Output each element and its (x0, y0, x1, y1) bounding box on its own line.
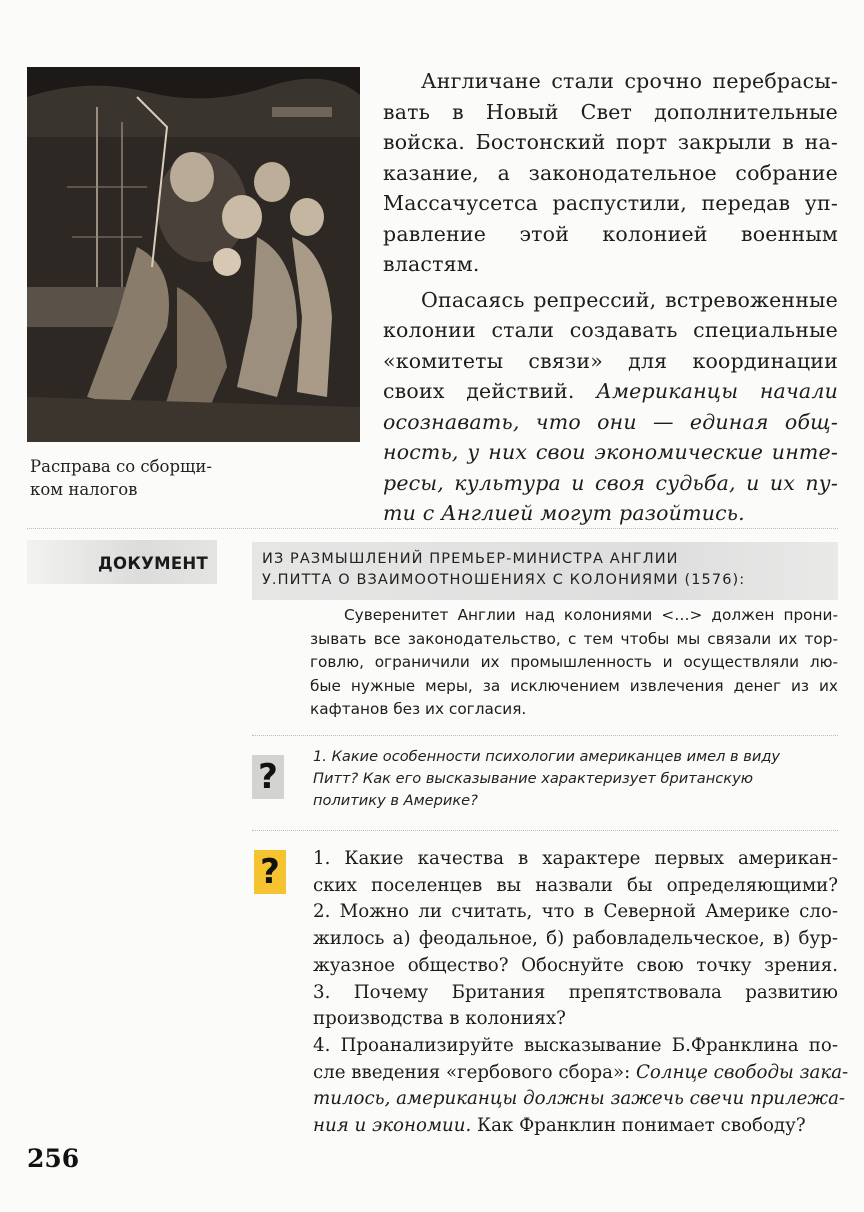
question-line: Питт? Как его высказывание характеризует британскую (313, 770, 754, 787)
text-regular: сле введения «гербового сбора»: (313, 1061, 637, 1083)
question-line: 2. Можно ли считать, что в Северной Америке сло- (313, 901, 838, 923)
text-line: ресы, культура и своя судьба, и их пу- (383, 470, 838, 495)
question-line: производства в колониях? (313, 1008, 566, 1030)
doc-line: говлю, ограничили их промышленность и осуществляли лю- (310, 653, 838, 671)
doc-line: Суверенитет Англии над колониями <…> должен прони- (344, 606, 838, 624)
doc-line: бые нужные меры, за исключением извлечения денег из их (310, 676, 838, 695)
text-line: Англичане стали срочно перебрасы- (421, 69, 838, 93)
text-regular: Как Франклин понимает свободу? (471, 1115, 806, 1137)
doc-line: зывать все законодательство, с тем чтобы мы связали их тор- (310, 629, 838, 648)
text-italic: ния и экономии. (313, 1115, 472, 1137)
text-regular: своих действий. (383, 379, 597, 403)
caption-line: Расправа со сборщи- (30, 457, 212, 476)
question-line: жилось а) феодальное, б) рабовладельческое, в) бур- (313, 928, 838, 950)
text-line: колонии стали создавать специальные (383, 318, 838, 342)
text-line: «комитеты связи» для координации (383, 348, 838, 373)
text-line: казание, а законодательное собрание (383, 160, 838, 185)
text-line: вать в Новый Свет дополнительные (383, 99, 838, 124)
engraving-image (27, 67, 360, 442)
question-mark-icon: ? (254, 850, 286, 894)
text-line: равление этой колонией военным (383, 221, 838, 246)
question-line: 3. Почему Британия препятствовала развитию (313, 981, 838, 1003)
question-mark-icon: ? (252, 755, 284, 799)
question-line: 4. Проанализируйте высказывание Б.Франклина по- (313, 1034, 838, 1056)
text-italic: Американцы начали (596, 379, 838, 403)
question-line: 1. Какие особенности психологии американцев имел в виду (313, 748, 781, 765)
divider (252, 735, 838, 736)
document-label: ДОКУМЕНТ (98, 554, 209, 573)
heading-line: ИЗ РАЗМЫШЛЕНИЙ ПРЕМЬЕР-МИНИСТРА АНГЛИИ (262, 551, 679, 567)
text-line: ти с Англией могут разойтись. (383, 501, 745, 525)
question-line: ских поселенцев вы назвали бы определяющими? (313, 874, 838, 896)
text-line: властям. (383, 252, 480, 276)
review-questions (313, 846, 849, 1140)
caption-line: ком налогов (30, 480, 138, 499)
text-line: осознавать, что они — единая общ- (383, 409, 838, 434)
divider (27, 528, 838, 529)
document-questions (313, 746, 838, 812)
text-line: ность, у них свои экономические инте- (383, 440, 838, 464)
text-italic: Солнце свободы зака- (636, 1061, 849, 1083)
illustration-caption (30, 455, 230, 501)
divider (252, 830, 838, 831)
document-heading (262, 549, 832, 591)
page-number: 256 (27, 1144, 80, 1173)
question-line: политику в Америке? (313, 792, 478, 809)
document-body (310, 604, 838, 722)
question-line-mixed (313, 1060, 849, 1087)
main-text (383, 66, 838, 529)
question-line: 1. Какие качества в характере первых американ- (313, 848, 838, 869)
doc-line: кафтанов без их согласия. (310, 700, 527, 718)
text-line-mixed (383, 376, 838, 407)
text-line: Массачусетса распустили, передав уп- (383, 191, 838, 215)
text-line: Опасаясь репрессий, встревоженные (421, 287, 838, 312)
question-line: тилось, американцы должны зажечь свечи прилежа- (313, 1088, 846, 1110)
illustration-engraving (27, 67, 360, 442)
question-line-mixed (313, 1113, 838, 1140)
text-line: войска. Бостонский порт закрыли в на- (383, 130, 838, 154)
heading-line: У.ПИТТА О ВЗАИМООТНОШЕНИЯХ С КОЛОНИЯМИ (1576): (262, 572, 746, 588)
question-line: жуазное общество? Обоснуйте свою точку зрения. (313, 954, 838, 976)
